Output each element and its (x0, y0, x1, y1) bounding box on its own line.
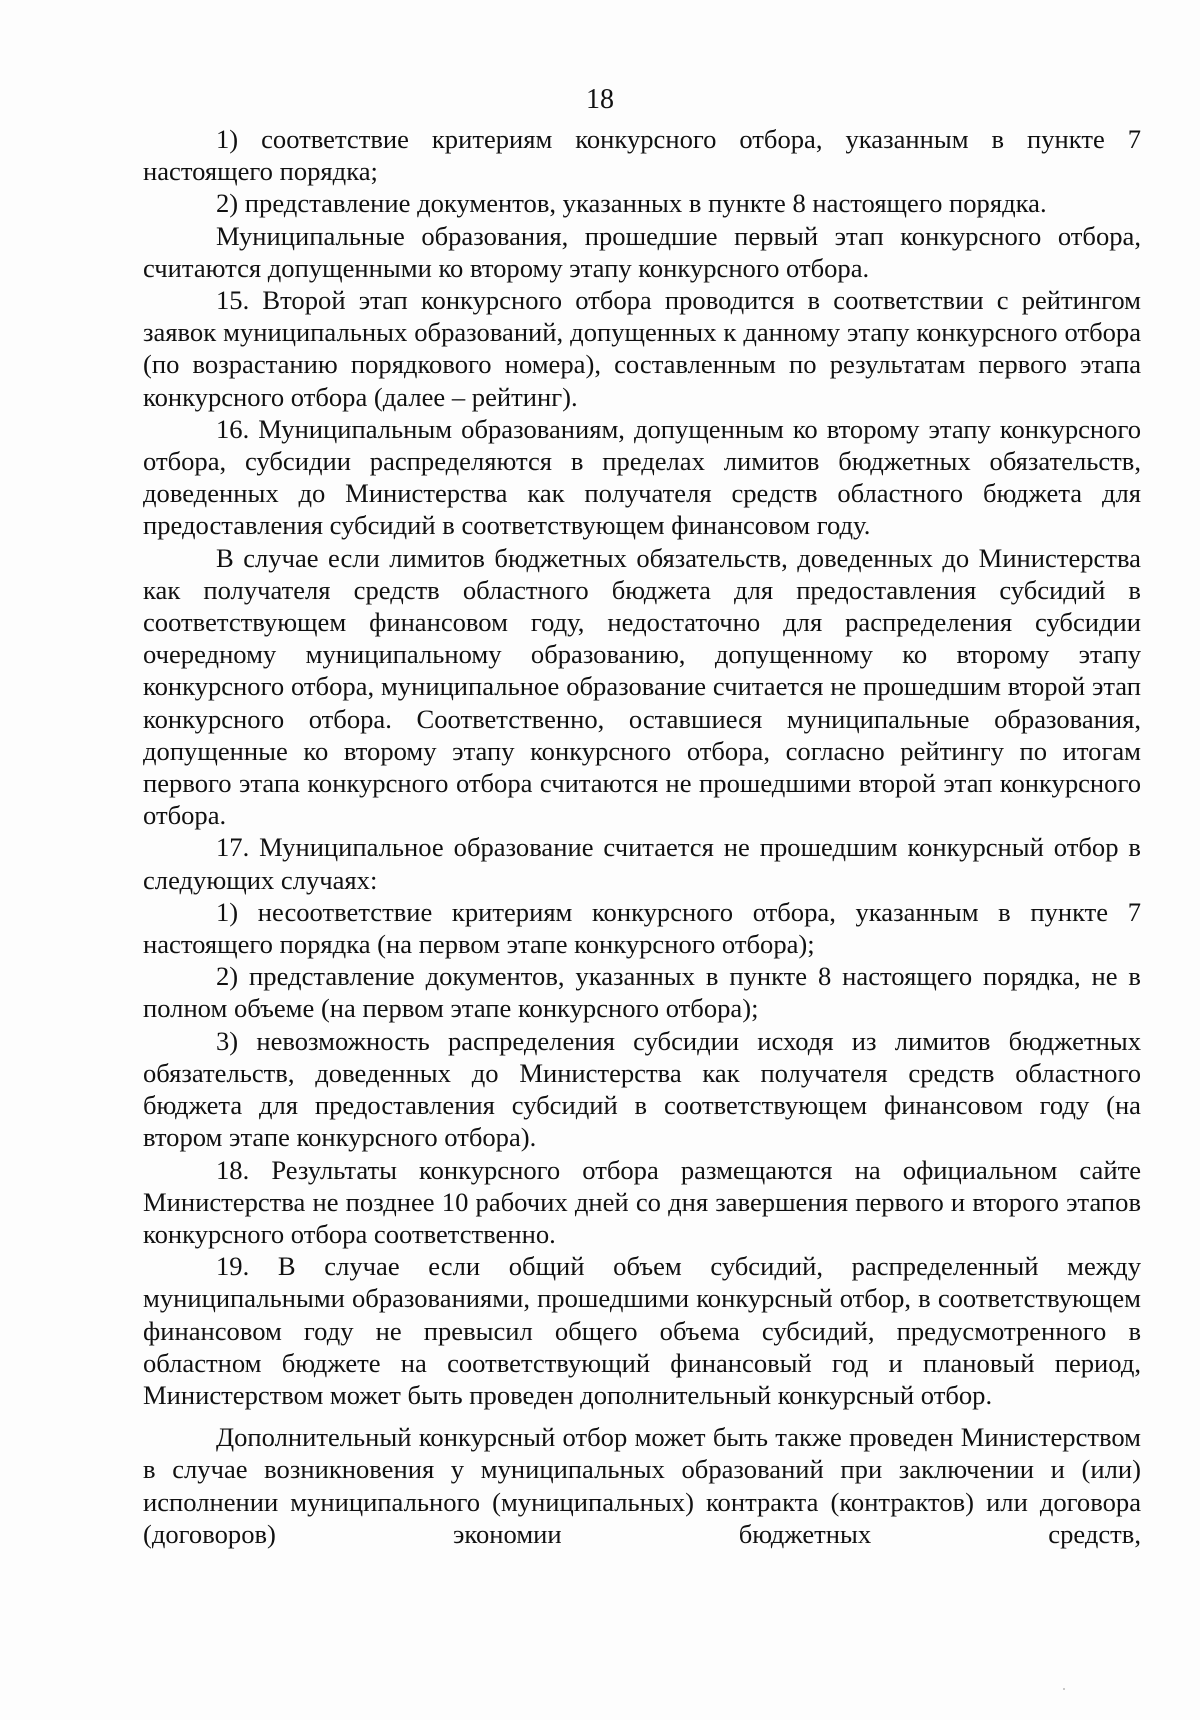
paragraph-17-not-passed: 17. Муниципальное образование считается не прошедшим конкурсный отбор в следующих случаях: (143, 832, 1141, 895)
paragraph-admitted-second-stage: Муниципальные образования, прошедшие первый этап конкурсного отбора, считаются допущенными ко второму этапу конкурсного отбора. (143, 220, 1141, 283)
paragraph-criteria-compliance: 1) соответствие критериям конкурсного отбора, указанным в пункте 7 настоящего порядка; (143, 124, 1141, 187)
paragraph-16-subsidy-distribution: 16. Муниципальным образованиям, допущенным ко второму этапу конкурсного отбора, субсидии распределяются в пределах лимитов бюджетных обязательств, доведенных до Министерства как получателя средств областного бюджета для предоставления субсидий в соответствующем финансовом году. (143, 413, 1141, 541)
paragraph-insufficient-limits: В случае если лимитов бюджетных обязательств, доведенных до Министерства как получателя средств областного бюджета для предоставления субсидий в соответствующем финансовом году, недостаточно для распределения субсидии очередному муниципальному образованию, допущенному ко второму этапу конкурсного отбора, муниципальное образование считается не прошедшим второй этап конкурсного отбора. Соответственно, оставшиеся муниципальные образования, допущенные ко второму этапу конкурсного отбора, согласно рейтингу по итогам первого этапа конкурсного отбора считаются не прошедшими второй этап конкурсного отбора. (143, 542, 1141, 831)
paragraph-17-case-3: 3) невозможность распределения субсидии исходя из лимитов бюджетных обязательств, доведенных до Министерства как получателя средств областного бюджета для предоставления субсидий в соответствующем финансовом году (на втором этапе конкурсного отбора). (143, 1025, 1141, 1153)
paragraph-15-second-stage: 15. Второй этап конкурсного отбора проводится в соответствии с рейтингом заявок муниципальных образований, допущенных к данному этапу конкурсного отбора (по возрастанию порядкового номера), составленным по результатам первого этапа конкурсного отбора (далее – рейтинг). (143, 285, 1141, 412)
scan-speck (1063, 1688, 1065, 1690)
paragraph-17-case-1: 1) несоответствие критериям конкурсного отбора, указанным в пункте 7 настоящего порядка (на первом этапе конкурсного отбора); (143, 896, 1141, 960)
paragraph-19-additional-selection: 19. В случае если общий объем субсидий, распределенный между муниципальными образованиями, прошедшими конкурсный отбор, в соответствующем финансовом году не превысил общего объема субсидий, предусмотренного в областном бюджете на соответствующий финансовый год и плановый период, Министерством может быть проведен дополнительный конкурсный отбор. (143, 1251, 1141, 1410)
paragraph-17-case-2: 2) представление документов, указанных в пункте 8 настоящего порядка, не в полном объеме (на первом этапе конкурсного отбора); (143, 961, 1141, 1024)
page-number: 18 (586, 84, 614, 115)
document-body (143, 123, 1141, 1550)
paragraph-18-results: 18. Результаты конкурсного отбора размещаются на официальном сайте Министерства не позднее 10 рабочих дней со дня завершения первого и второго этапов конкурсного отбора соответственно. (143, 1154, 1141, 1249)
paragraph-documents-submitted: 2) представление документов, указанных в пункте 8 настоящего порядка. (216, 188, 1047, 219)
paragraph-additional-selection-savings: Дополнительный конкурсный отбор может быть также проведен Министерством в случае возникновения у муниципальных образований при заключении и (или) исполнении муниципального (муниципальных) контракта (контрактов) или договора (договоров) экономии бюджетных средств, (143, 1422, 1141, 1549)
